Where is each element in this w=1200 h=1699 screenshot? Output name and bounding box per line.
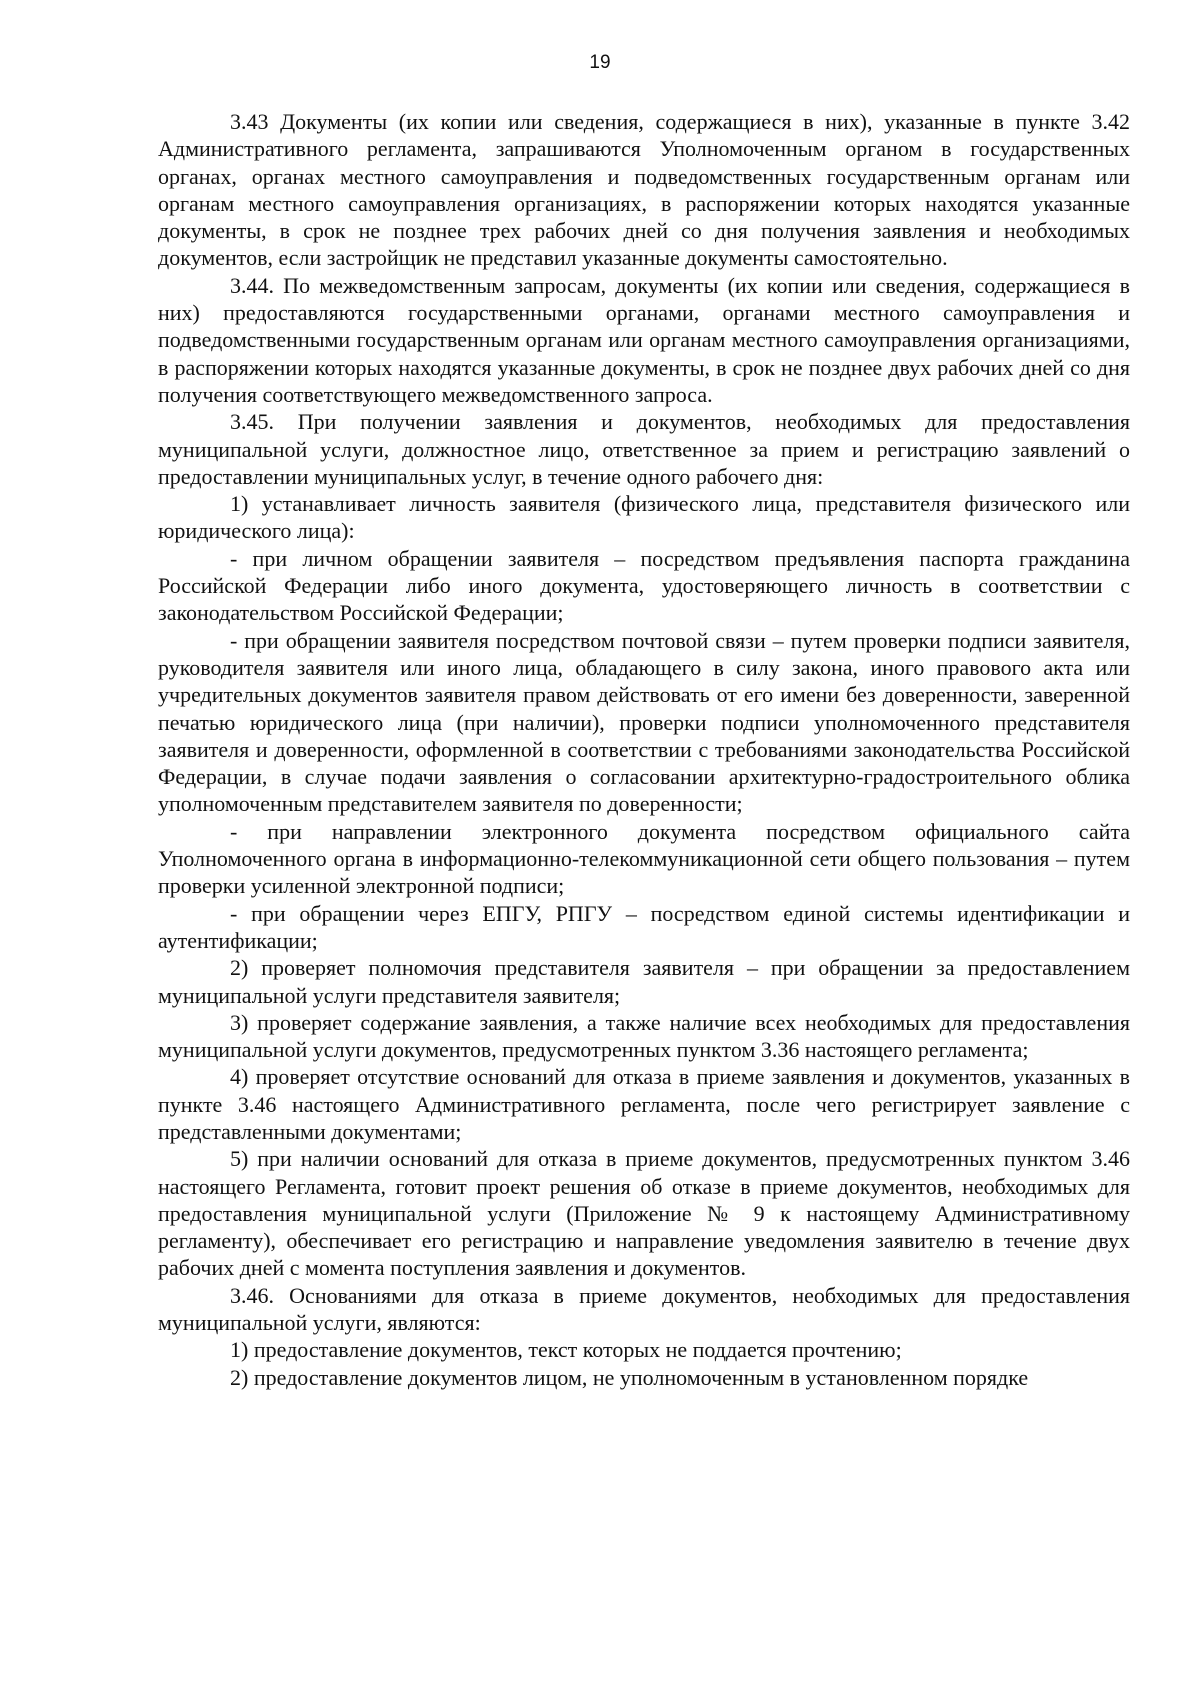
paragraph-3-43: 3.43 Документы (их копии или сведения, содержащиеся в них), указанные в пункте 3.42 Административного регламента, запрашиваются Уполномоченным органом в государственных органах, органах местного самоуправления и подведомственных государственным органам или органам местного самоуправления организациях, в распоряжении которых находятся указанные документы, в срок не позднее трех рабочих дней со дня получения заявления и необходимых документов, если застройщик не представил указанные документы самостоятельно. (158, 109, 1130, 271)
document-body (158, 108, 1130, 1391)
refusal-item-1: 1) предоставление документов, текст которых не поддается прочтению; (230, 1337, 902, 1363)
list-item-3: 3) проверяет содержание заявления, а также наличие всех необходимых для предоставления муниципальной услуги документов, предусмотренных пунктом 3.36 настоящего регламента; (158, 1009, 1130, 1063)
sub-item-personal: - при личном обращении заявителя – посредством предъявления паспорта гражданина Российской Федерации либо иного документа, удостоверяющего личность в соответствии с законодательством Российской Федерации; (158, 545, 1130, 626)
list-item-2: 2) проверяет полномочия представителя заявителя – при обращении за предоставлением муниципальной услуги представителя заявителя; (158, 955, 1130, 1008)
sub-item-epgu: - при обращении через ЕПГУ, РПГУ – посредством единой системы идентификации и аутентификации; (158, 900, 1130, 953)
page-number: 19 (589, 52, 611, 73)
paragraph-3-46: 3.46. Основаниями для отказа в приеме документов, необходимых для предоставления муниципальной услуги, являются: (158, 1282, 1130, 1336)
sub-item-electronic: - при направлении электронного документа посредством официального сайта Уполномоченного органа в информационно-телекоммуникационной сети общего пользования – путем проверки усиленной электронной подписи; (158, 818, 1130, 899)
sub-item-postal: - при обращении заявителя посредством почтовой связи – путем проверки подписи заявителя, руководителя заявителя или иного лица, обладающего в силу закона, иного правового акта или учредительных документов заявителя правом действовать от его имени без доверенности, заверенной печатью юридического лица (при наличии), проверки подписи уполномоченного представителя заявителя и доверенности, оформленной в соответствии с требованиями законодательства Российской Федерации, в случае подачи заявления о согласовании архитектурно-градостроительного облика уполномоченным представителем заявителя по доверенности; (158, 627, 1130, 817)
refusal-item-2: 2) предоставление документов лицом, не уполномоченным в установленном порядке (230, 1364, 1029, 1390)
paragraph-3-44: 3.44. По межведомственным запросам, документы (их копии или сведения, содержащиеся в них) предоставляются государственными органами, органами местного самоуправления и подведомственными государственным органам или органам местного самоуправления организациями, в распоряжении которых находятся указанные документы, в срок не позднее двух рабочих дней со дня получения соответствующего межведомственного запроса. (158, 272, 1130, 407)
list-item-5: 5) при наличии оснований для отказа в приеме документов, предусмотренных пунктом 3.46 настоящего Регламента, готовит проект решения об отказе в приеме документов, необходимых для предоставления муниципальной услуги (Приложение № 9 к настоящему Административному регламенту), обеспечивает его регистрацию и направление уведомления заявителю в течение двух рабочих дней с момента поступления заявления и документов. (158, 1146, 1130, 1281)
list-item-1: 1) устанавливает личность заявителя (физического лица, представителя физического или юридического лица): (158, 491, 1130, 544)
paragraph-3-45: 3.45. При получении заявления и документов, необходимых для предоставления муниципальной услуги, должностное лицо, ответственное за прием и регистрацию заявлений о предоставлении муниципальных услуг, в течение одного рабочего дня: (158, 409, 1130, 489)
list-item-4: 4) проверяет отсутствие оснований для отказа в приеме заявления и документов, указанных в пункте 3.46 настоящего Административного регламента, после чего регистрирует заявление с представленными документами; (158, 1064, 1130, 1144)
